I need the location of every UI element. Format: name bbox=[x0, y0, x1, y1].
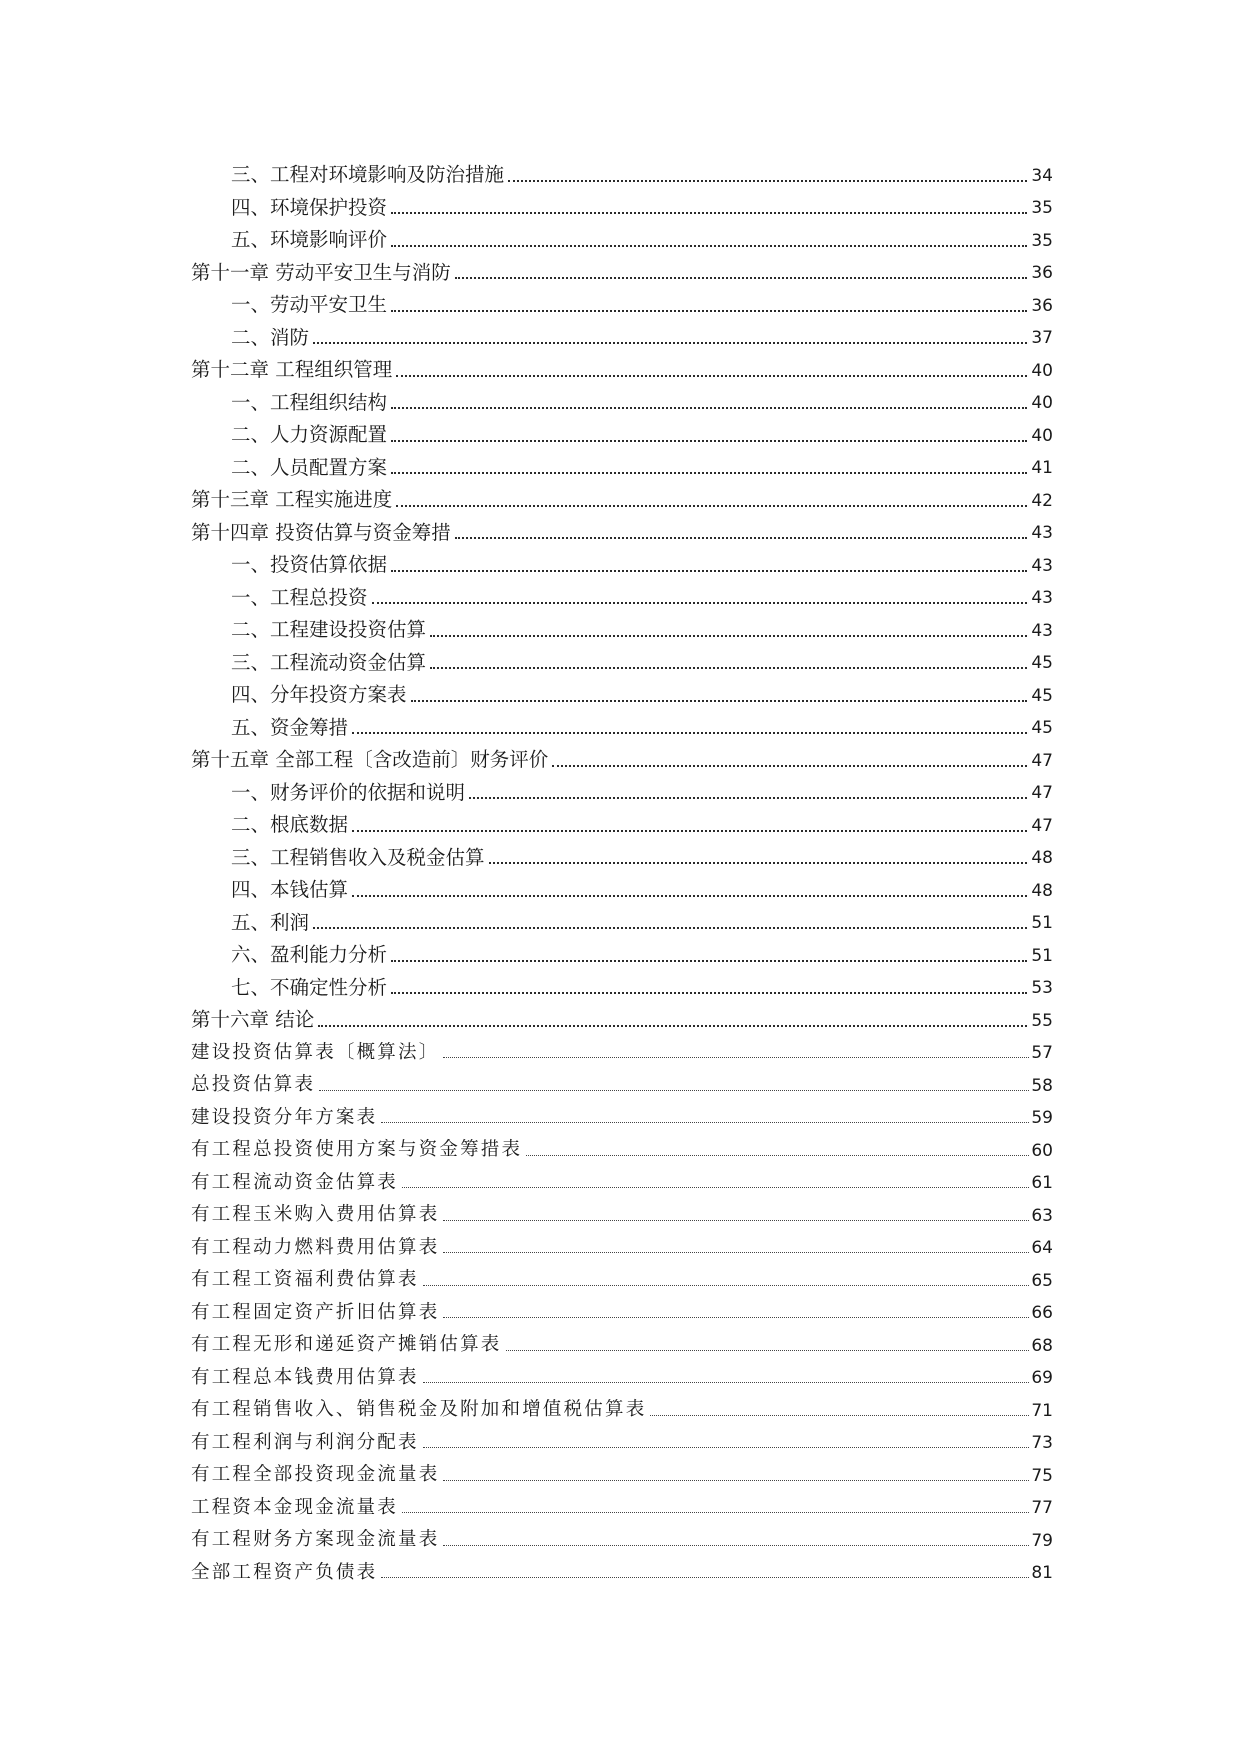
toc-section-entry[interactable] bbox=[191, 705, 1053, 738]
toc-page-number: 69 bbox=[1031, 1368, 1053, 1388]
toc-section-entry[interactable] bbox=[191, 802, 1053, 835]
toc-dot-leader bbox=[391, 309, 1027, 312]
toc-page-number: 48 bbox=[1031, 848, 1053, 868]
toc-table-entry[interactable] bbox=[191, 1387, 1053, 1420]
toc-page-number: 47 bbox=[1031, 815, 1053, 836]
toc-dot-leader bbox=[430, 634, 1027, 637]
toc-section-entry[interactable] bbox=[191, 932, 1053, 965]
toc-entry-title: 第十六章 结论 bbox=[191, 1008, 315, 1031]
toc-section-entry[interactable] bbox=[191, 965, 1053, 998]
toc-entry-title: 有工程全部投资现金流量表 bbox=[191, 1464, 440, 1485]
toc-entry-title: 五、环境影响评价 bbox=[231, 228, 388, 251]
toc-page-number: 58 bbox=[1031, 1075, 1053, 1096]
toc-chapter-entry[interactable] bbox=[191, 510, 1053, 543]
toc-chapter-entry[interactable] bbox=[191, 737, 1053, 770]
toc-entry-title: 二、工程建设投资估算 bbox=[231, 618, 427, 641]
toc-dot-leader bbox=[391, 991, 1027, 994]
toc-page-number: 47 bbox=[1031, 750, 1053, 771]
toc-entry-title: 二、人力资源配置 bbox=[231, 423, 388, 446]
toc-dot-leader bbox=[396, 504, 1027, 507]
toc-chapter-entry[interactable] bbox=[191, 997, 1053, 1030]
toc-entry-title: 第十三章 工程实施进度 bbox=[191, 488, 393, 511]
toc-entry-title: 四、本钱估算 bbox=[231, 878, 349, 901]
toc-entry-title: 五、资金筹措 bbox=[231, 715, 349, 739]
toc-dot-leader bbox=[391, 959, 1027, 962]
toc-section-entry[interactable] bbox=[191, 282, 1053, 315]
toc-table-entry[interactable] bbox=[191, 1030, 1053, 1063]
toc-entry-title: 有工程无形和递延资产摊销估算表 bbox=[191, 1334, 502, 1355]
toc-section-entry[interactable] bbox=[191, 217, 1053, 250]
toc-page-number: 55 bbox=[1031, 1010, 1053, 1031]
toc-table-entry[interactable] bbox=[191, 1452, 1053, 1485]
toc-chapter-entry[interactable] bbox=[191, 250, 1053, 283]
toc-page-number: 34 bbox=[1031, 165, 1053, 186]
toc-section-entry[interactable] bbox=[191, 640, 1053, 673]
toc-entry-title: 有工程固定资产折旧估算表 bbox=[191, 1301, 440, 1323]
toc-dot-leader bbox=[443, 1056, 1029, 1058]
toc-entry-title: 四、环境保护投资 bbox=[231, 195, 388, 219]
toc-dot-leader bbox=[508, 179, 1027, 182]
toc-entry-title: 五、利润 bbox=[231, 910, 310, 934]
toc-page-number: 40 bbox=[1031, 393, 1053, 413]
toc-dot-leader bbox=[455, 536, 1028, 539]
toc-entry-title: 有工程总本钱费用估算表 bbox=[191, 1366, 419, 1388]
toc-page-number: 61 bbox=[1031, 1173, 1053, 1193]
toc-dot-leader bbox=[443, 1544, 1029, 1546]
toc-dot-leader bbox=[391, 244, 1027, 247]
toc-entry-title: 建设投资估算表〔概算法〕 bbox=[191, 1041, 440, 1063]
toc-page-number: 48 bbox=[1031, 880, 1053, 901]
toc-entry-title: 第十二章 工程组织管理 bbox=[191, 358, 393, 381]
toc-table-entry[interactable] bbox=[191, 1225, 1053, 1258]
toc-dot-leader bbox=[313, 926, 1027, 929]
toc-page-number: 65 bbox=[1031, 1270, 1053, 1291]
toc-page-number: 40 bbox=[1031, 425, 1053, 446]
toc-page-number: 43 bbox=[1031, 588, 1053, 608]
toc-dot-leader bbox=[352, 731, 1027, 734]
toc-page-number: 41 bbox=[1031, 458, 1053, 478]
toc-chapter-entry[interactable] bbox=[191, 347, 1053, 380]
toc-page-number: 43 bbox=[1031, 523, 1053, 543]
toc-page-number: 60 bbox=[1031, 1140, 1053, 1161]
toc-dot-leader bbox=[313, 341, 1027, 344]
toc-dot-leader bbox=[391, 406, 1027, 409]
toc-page-number: 53 bbox=[1031, 978, 1053, 998]
toc-dot-leader bbox=[381, 1121, 1029, 1123]
toc-section-entry[interactable] bbox=[191, 412, 1053, 445]
toc-section-entry[interactable] bbox=[191, 380, 1053, 413]
toc-page-number: 35 bbox=[1031, 198, 1053, 218]
toc-entry-title: 一、投资估算依据 bbox=[231, 553, 388, 576]
toc-dot-leader bbox=[396, 374, 1027, 377]
toc-dot-leader bbox=[552, 764, 1027, 767]
toc-section-entry[interactable] bbox=[191, 770, 1053, 803]
toc-dot-leader bbox=[391, 569, 1027, 572]
toc-page-number: 45 bbox=[1031, 653, 1053, 673]
toc-page-number: 43 bbox=[1031, 555, 1053, 576]
toc-entry-title: 有工程动力燃料费用估算表 bbox=[191, 1236, 440, 1258]
toc-entry-title: 三、工程销售收入及税金估算 bbox=[231, 845, 485, 869]
toc-table-entry[interactable] bbox=[191, 1355, 1053, 1388]
toc-entry-title: 有工程玉米购入费用估算表 bbox=[191, 1204, 440, 1225]
table-of-contents bbox=[191, 152, 1053, 1582]
toc-entry-title: 第十一章 劳动平安卫生与消防 bbox=[191, 260, 451, 284]
toc-page-number: 36 bbox=[1031, 295, 1053, 316]
toc-entry-title: 三、工程流动资金估算 bbox=[231, 650, 427, 674]
toc-page-number: 42 bbox=[1031, 490, 1053, 511]
toc-entry-title: 二、消防 bbox=[231, 325, 310, 349]
toc-section-entry[interactable] bbox=[191, 867, 1053, 900]
toc-entry-title: 有工程财务方案现金流量表 bbox=[191, 1529, 440, 1550]
toc-page-number: 51 bbox=[1031, 945, 1053, 966]
toc-entry-title: 三、工程对环境影响及防治措施 bbox=[231, 163, 505, 186]
toc-table-entry[interactable] bbox=[191, 1127, 1053, 1160]
toc-dot-leader bbox=[430, 666, 1027, 669]
toc-table-entry[interactable] bbox=[191, 1257, 1053, 1290]
toc-entry-title: 一、工程总投资 bbox=[231, 585, 368, 609]
toc-entry-title: 七、不确定性分析 bbox=[231, 975, 388, 999]
toc-entry-title: 有工程利润与利润分配表 bbox=[191, 1431, 419, 1453]
toc-entry-title: 一、财务评价的依据和说明 bbox=[231, 780, 466, 804]
toc-entry-title: 有工程流动资金估算表 bbox=[191, 1171, 399, 1193]
toc-table-entry[interactable] bbox=[191, 1517, 1053, 1550]
toc-section-entry[interactable] bbox=[191, 152, 1053, 185]
toc-page-number: 64 bbox=[1031, 1238, 1053, 1258]
toc-table-entry[interactable] bbox=[191, 1160, 1053, 1193]
toc-dot-leader bbox=[402, 1186, 1029, 1188]
toc-table-entry[interactable] bbox=[191, 1420, 1053, 1453]
toc-section-entry[interactable] bbox=[191, 185, 1053, 218]
toc-entry-title: 二、人员配置方案 bbox=[231, 455, 388, 479]
toc-section-entry[interactable] bbox=[191, 607, 1053, 640]
toc-page-number: 35 bbox=[1031, 230, 1053, 251]
toc-dot-leader bbox=[319, 1089, 1029, 1091]
toc-entry-title: 一、工程组织结构 bbox=[231, 390, 388, 414]
toc-dot-leader bbox=[443, 1251, 1029, 1253]
toc-dot-leader bbox=[650, 1414, 1029, 1416]
toc-dot-leader bbox=[411, 699, 1028, 702]
toc-entry-title: 第十四章 投资估算与资金筹措 bbox=[191, 520, 451, 544]
toc-entry-title: 有工程销售收入、销售税金及附加和增值税估算表 bbox=[191, 1399, 647, 1420]
toc-page-number: 63 bbox=[1031, 1205, 1053, 1226]
toc-dot-leader bbox=[402, 1511, 1029, 1513]
toc-dot-leader bbox=[506, 1349, 1030, 1351]
toc-page-number: 36 bbox=[1031, 263, 1053, 283]
toc-entry-title: 有工程总投资使用方案与资金筹措表 bbox=[191, 1139, 523, 1160]
toc-entry-title: 工程资本金现金流量表 bbox=[191, 1496, 399, 1518]
toc-dot-leader bbox=[318, 1024, 1027, 1027]
toc-table-entry[interactable] bbox=[191, 1062, 1053, 1095]
toc-entry-title: 一、劳动平安卫生 bbox=[231, 293, 388, 316]
toc-page-number: 45 bbox=[1031, 685, 1053, 706]
toc-dot-leader bbox=[489, 861, 1028, 864]
toc-page-number: 73 bbox=[1031, 1433, 1053, 1453]
toc-table-entry[interactable] bbox=[191, 1485, 1053, 1518]
toc-dot-leader bbox=[391, 211, 1027, 214]
toc-dot-leader bbox=[391, 439, 1027, 442]
toc-entry-title: 六、盈利能力分析 bbox=[231, 943, 388, 966]
toc-dot-leader bbox=[443, 1479, 1029, 1481]
toc-dot-leader bbox=[469, 796, 1027, 799]
toc-page-number: 66 bbox=[1031, 1303, 1053, 1323]
toc-table-entry[interactable] bbox=[191, 1095, 1053, 1128]
toc-table-entry[interactable] bbox=[191, 1322, 1053, 1355]
toc-entry-title: 有工程工资福利费估算表 bbox=[191, 1269, 419, 1290]
toc-dot-leader bbox=[423, 1446, 1030, 1448]
toc-section-entry[interactable] bbox=[191, 900, 1053, 933]
toc-section-entry[interactable] bbox=[191, 575, 1053, 608]
toc-dot-leader bbox=[352, 829, 1027, 832]
toc-page-number: 81 bbox=[1031, 1563, 1053, 1583]
toc-dot-leader bbox=[423, 1381, 1030, 1383]
toc-table-entry[interactable] bbox=[191, 1290, 1053, 1323]
toc-page-number: 47 bbox=[1031, 783, 1053, 803]
toc-section-entry[interactable] bbox=[191, 445, 1053, 478]
toc-table-entry[interactable] bbox=[191, 1550, 1053, 1583]
toc-section-entry[interactable] bbox=[191, 315, 1053, 348]
toc-dot-leader bbox=[443, 1219, 1029, 1221]
toc-page-number: 57 bbox=[1031, 1043, 1053, 1063]
toc-page-number: 77 bbox=[1031, 1498, 1053, 1518]
toc-section-entry[interactable] bbox=[191, 542, 1053, 575]
toc-section-entry[interactable] bbox=[191, 835, 1053, 868]
toc-page-number: 40 bbox=[1031, 360, 1053, 381]
toc-entry-title: 全部工程资产负债表 bbox=[191, 1561, 378, 1583]
toc-entry-title: 二、根底数据 bbox=[231, 813, 349, 836]
toc-dot-leader bbox=[352, 894, 1027, 897]
toc-page-number: 79 bbox=[1031, 1530, 1053, 1551]
toc-entry-title: 建设投资分年方案表 bbox=[191, 1106, 378, 1128]
toc-entry-title: 第十五章 全部工程〔含改造前〕财务评价 bbox=[191, 748, 549, 771]
toc-page-number: 68 bbox=[1031, 1335, 1053, 1356]
toc-page-number: 45 bbox=[1031, 718, 1053, 738]
toc-dot-leader bbox=[381, 1576, 1029, 1578]
toc-entry-title: 四、分年投资方案表 bbox=[231, 683, 407, 706]
toc-entry-title: 总投资估算表 bbox=[191, 1074, 316, 1095]
toc-page-number: 75 bbox=[1031, 1465, 1053, 1486]
toc-page-number: 71 bbox=[1031, 1400, 1053, 1421]
toc-page-number: 51 bbox=[1031, 913, 1053, 933]
toc-dot-leader bbox=[526, 1154, 1029, 1156]
toc-page-number: 37 bbox=[1031, 328, 1053, 348]
toc-dot-leader bbox=[455, 276, 1028, 279]
toc-table-entry[interactable] bbox=[191, 1192, 1053, 1225]
toc-dot-leader bbox=[372, 601, 1028, 604]
toc-page-number: 59 bbox=[1031, 1108, 1053, 1128]
toc-dot-leader bbox=[391, 471, 1027, 474]
toc-section-entry[interactable] bbox=[191, 672, 1053, 705]
toc-chapter-entry[interactable] bbox=[191, 477, 1053, 510]
toc-page-number: 43 bbox=[1031, 620, 1053, 641]
toc-dot-leader bbox=[423, 1284, 1030, 1286]
toc-dot-leader bbox=[443, 1316, 1029, 1318]
